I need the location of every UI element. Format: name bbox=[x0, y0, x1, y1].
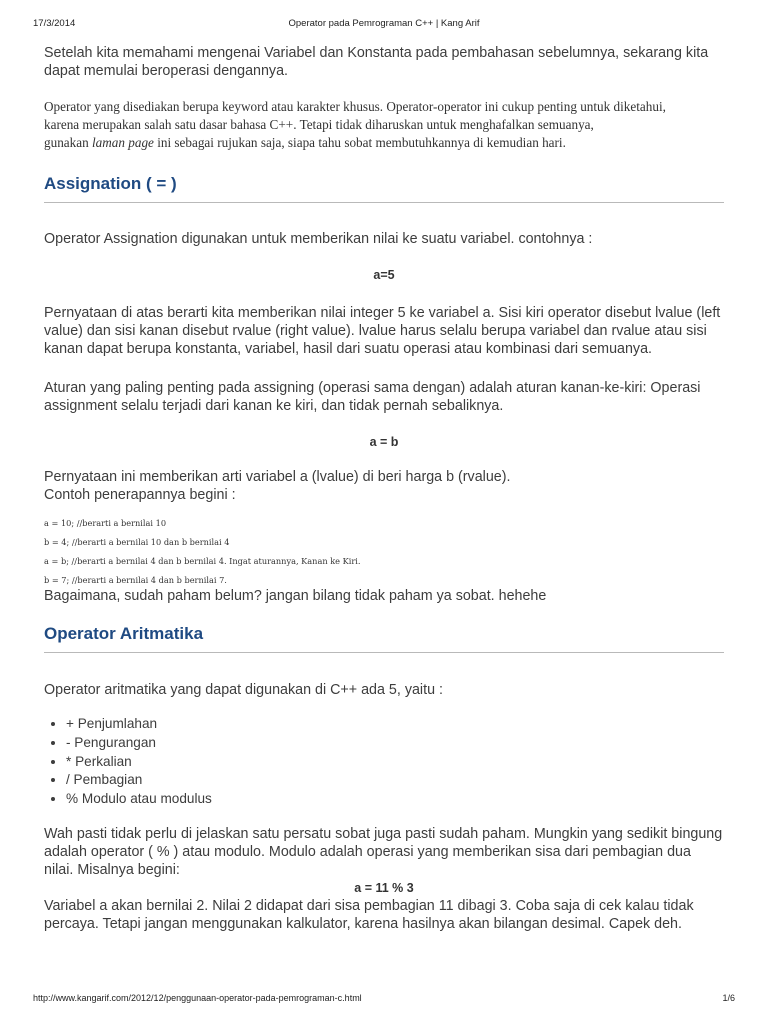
footer-url: http://www.kangarif.com/2012/12/penggunaan-operator-pada-pemrograman-c.html bbox=[33, 993, 362, 1003]
aritmatika-example: a = 11 % 3 bbox=[354, 880, 414, 895]
assignation-paragraph-3: Aturan yang paling penting pada assigning (operasi sama dengan) adalah aturan kanan-ke-kiri: Operasi assignment selalu terjadi dari kanan ke kiri, dan tidak pernah sebaliknya. bbox=[44, 380, 701, 414]
list-item: • / Pembagian bbox=[66, 771, 724, 790]
print-page-title: Operator pada Pemrograman C++ | Kang Arif bbox=[288, 18, 480, 29]
assignation-paragraph-5: Bagaimana, sudah paham belum? jangan bilang tidak paham ya sobat. hehehe bbox=[44, 588, 547, 604]
code-line: b = 7; //berarti a bernilai 4 dan b bernilai 7. bbox=[44, 575, 227, 585]
code-line: a = b; //berarti a bernilai 4 dan b bernilai 4. Ingat aturannya, Kanan ke Kiri. bbox=[44, 556, 361, 566]
intro-text-b: ini sebagai rujukan saja, siapa tahu sobat membutuhkannya di kemudian hari. bbox=[153, 135, 566, 150]
print-header bbox=[33, 18, 735, 32]
list-item: • - Pengurangan bbox=[66, 734, 724, 753]
intro-paragraph-2 bbox=[44, 98, 724, 152]
code-line: b = 4; //berarti a bernilai 10 dan b bernilai 4 bbox=[44, 537, 230, 547]
code-line: a = 10; //berarti a bernilai 10 bbox=[44, 518, 167, 528]
aritmatika-heading: Operator Aritmatika bbox=[44, 624, 724, 653]
list-item: • % Modulo atau modulus bbox=[66, 790, 724, 809]
print-footer bbox=[33, 993, 735, 1007]
list-item: • * Perkalian bbox=[66, 753, 724, 772]
assignation-example-2: a = b bbox=[369, 435, 399, 449]
assignation-paragraph-1: Operator Assignation digunakan untuk memberikan nilai ke suatu variabel. contohnya : bbox=[44, 231, 593, 247]
assignation-line-2: Contoh penerapannya begini : bbox=[44, 487, 236, 503]
code-block bbox=[44, 514, 724, 590]
aritmatika-paragraph-3: Variabel a akan bernilai 2. Nilai 2 didapat dari sisa pembagian 11 dibagi 3. Coba saja di cek kalau tidak percaya. Tetapi jangan menggunakan kalkulator, karena hasilnya akan bilangan desimal. Capek deh. bbox=[44, 897, 694, 932]
intro-line-1: Operator yang disediakan berupa keyword atau karakter khusus. Operator-operator ini cukup penting untuk diketahui, bbox=[44, 99, 666, 114]
aritmatika-paragraph-2: Wah pasti tidak perlu di jelaskan satu persatu sobat juga pasti sudah paham. Mungkin yang sedikit bingung adalah operator ( % ) atau modulo. Modulo adalah operasi yang memberikan sisa dari pembagian dua nilai. Misalnya begini: bbox=[44, 825, 723, 878]
operator-list bbox=[44, 715, 724, 809]
print-date: 17/3/2014 bbox=[33, 18, 76, 29]
aritmatika-paragraph-1: Operator aritmatika yang dapat digunakan di C++ ada 5, yaitu : bbox=[44, 682, 443, 698]
assignation-paragraph-2: Pernyataan di atas berarti kita memberikan nilai integer 5 ke variabel a. Sisi kiri operator disebut lvalue (left value) dan sisi kanan disebut rvalue (right value). lvalue harus selalu berupa variabel dan rvalue atau sisi kanan dapat berupa konstanta, variabel, hasil dari suatu operasi atau kombinasi dari semuanya. bbox=[44, 305, 721, 357]
assignation-example-1: a=5 bbox=[373, 268, 395, 282]
intro-line-2: karena merupakan salah satu dasar bahasa C++. Tetapi tidak diharuskan untuk menghafalkan semuanya, bbox=[44, 117, 594, 132]
assignation-line-1: Pernyataan ini memberikan arti variabel a (lvalue) di beri harga b (rvalue). bbox=[44, 469, 511, 485]
page-number: 1/6 bbox=[722, 993, 735, 1003]
intro-paragraph-1: Setelah kita memahami mengenai Variabel dan Konstanta pada pembahasan sebelumnya, sekarang kita dapat memulai beroperasi dengannya. bbox=[44, 45, 709, 79]
intro-line-3 bbox=[44, 134, 724, 152]
assignation-heading: Assignation ( = ) bbox=[44, 174, 724, 203]
article-content bbox=[44, 44, 724, 933]
assignation-paragraph-4 bbox=[44, 468, 724, 504]
laman-page-link[interactable]: laman page bbox=[91, 135, 154, 150]
intro-text-a: gunakan bbox=[44, 135, 92, 150]
list-item: • + Penjumlahan bbox=[66, 715, 724, 734]
